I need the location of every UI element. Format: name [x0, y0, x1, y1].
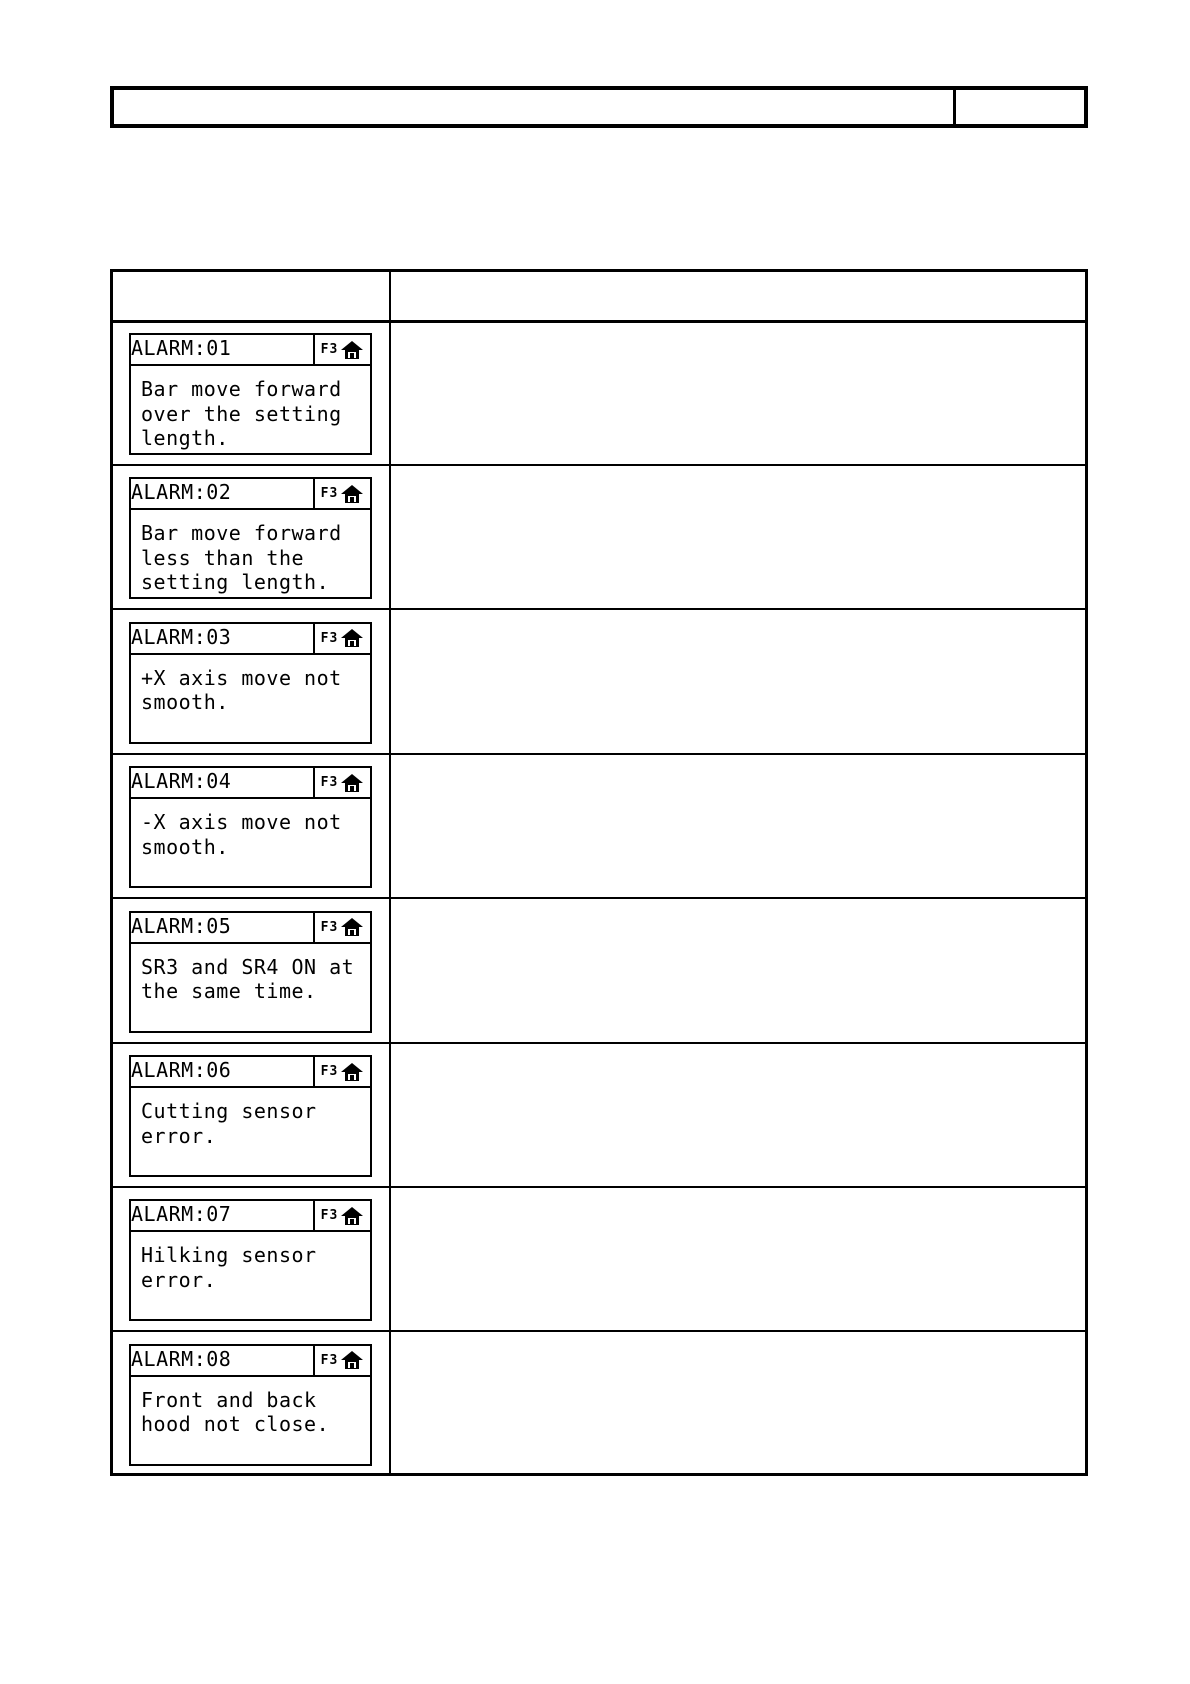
table-row: [113, 1188, 1085, 1332]
alarm-code: ALARM:08: [131, 1346, 232, 1371]
alarm-code: ALARM:04: [131, 769, 232, 794]
lcd-title-bar: [131, 624, 370, 655]
header-title-cell: [114, 90, 956, 124]
alarm-message: SR3 and SR4 ON at the same time.: [141, 954, 355, 1004]
alarm-code: ALARM:02: [131, 480, 232, 505]
lcd-title-bar: [131, 1201, 370, 1232]
lcd-title-bar: [131, 1057, 370, 1088]
home-icon: [340, 773, 364, 793]
alarm-code: ALARM:06: [131, 1058, 232, 1082]
f3-home-key: [313, 479, 370, 508]
alarm-lcd-screen: [129, 477, 372, 599]
alarm-code: ALARM:01: [131, 336, 232, 360]
table-row: [113, 900, 1085, 1044]
f3-key-label: F3: [320, 1208, 339, 1224]
table-row: [113, 755, 1085, 899]
f3-home-key: [313, 1057, 370, 1086]
table-row: [113, 1333, 1085, 1477]
alarm-lcd-screen: [129, 622, 372, 744]
alarm-message: Bar move forward less than the setting length.: [141, 521, 342, 595]
home-icon: [340, 628, 364, 648]
f3-home-key: [313, 1201, 370, 1230]
alarm-lcd-screen: [129, 766, 372, 888]
lcd-title-bar: [131, 1346, 370, 1377]
alarm-message: Bar move forward over the setting length.: [141, 377, 342, 450]
f3-key-label: F3: [320, 342, 339, 357]
alarm-code: ALARM:03: [131, 624, 232, 649]
alarm-lcd-screen: [129, 333, 372, 455]
alarm-lcd-screen: [129, 1344, 372, 1466]
alarm-lcd-screen: [129, 1199, 372, 1321]
alarm-message: +X axis move not smooth.: [141, 665, 342, 715]
f3-home-key: [313, 768, 370, 797]
lcd-title-bar: [131, 913, 370, 944]
f3-home-key: [313, 335, 370, 364]
f3-key-label: F3: [320, 630, 339, 646]
f3-key-label: F3: [320, 486, 339, 502]
header-page-cell: [956, 90, 1084, 124]
alarm-message: Hilking sensor error.: [141, 1243, 317, 1292]
table-row: [113, 466, 1085, 610]
home-icon: [340, 1350, 364, 1370]
page-header: [110, 86, 1088, 128]
home-icon: [340, 1062, 364, 1082]
alarm-message: Cutting sensor error.: [141, 1099, 317, 1148]
alarm-code: ALARM:05: [131, 913, 232, 938]
alarm-lcd-screen: [129, 911, 372, 1033]
home-icon: [340, 1206, 364, 1226]
f3-home-key: [313, 913, 370, 942]
alarm-message: Front and back hood not close.: [141, 1387, 330, 1437]
lcd-title-bar: [131, 768, 370, 799]
f3-key-label: F3: [320, 919, 339, 935]
home-icon: [340, 340, 364, 360]
f3-key-label: F3: [320, 775, 339, 791]
table-row: [113, 1044, 1085, 1188]
table-row: [113, 611, 1085, 755]
lcd-title-bar: [131, 335, 370, 366]
f3-home-key: [313, 624, 370, 653]
home-icon: [340, 917, 364, 937]
table-header-row: [113, 272, 1085, 323]
f3-key-label: F3: [320, 1352, 339, 1368]
table-row: [113, 322, 1085, 466]
alarm-code: ALARM:07: [131, 1202, 232, 1227]
f3-key-label: F3: [320, 1064, 339, 1079]
lcd-title-bar: [131, 479, 370, 510]
alarm-table: [110, 269, 1088, 1476]
alarm-lcd-screen: [129, 1055, 372, 1177]
alarm-message: -X axis move not smooth.: [141, 810, 342, 859]
f3-home-key: [313, 1346, 370, 1375]
home-icon: [340, 484, 364, 504]
